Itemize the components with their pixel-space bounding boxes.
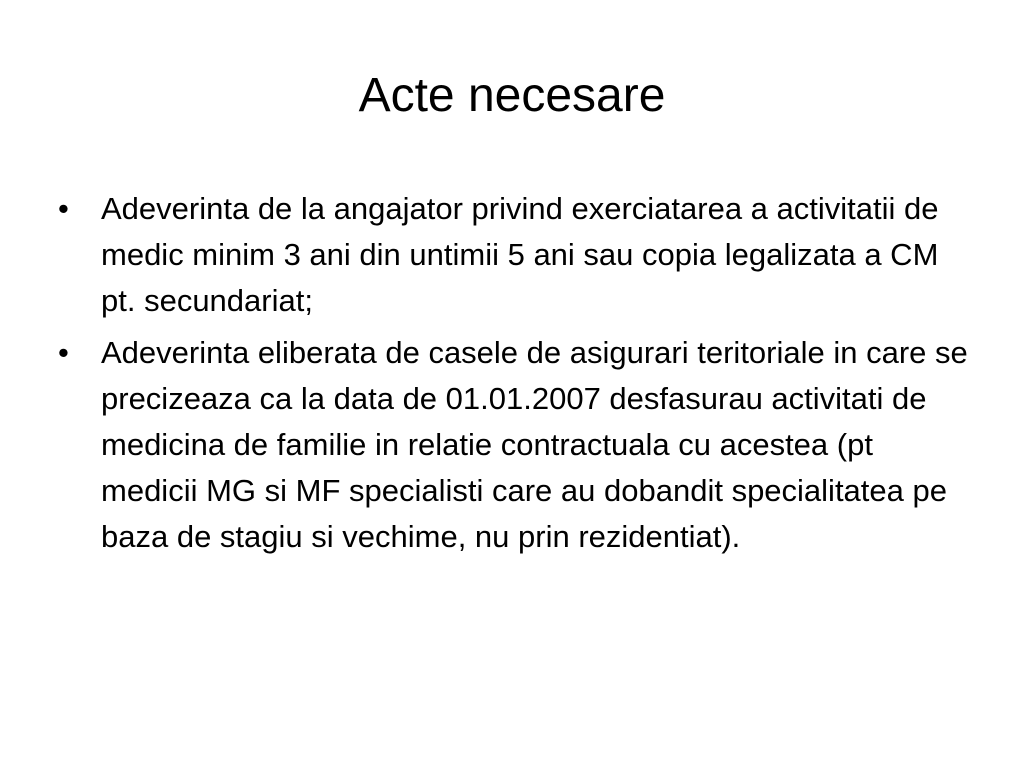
slide-title: Acte necesare — [358, 69, 666, 122]
bullet-item — [56, 330, 976, 560]
bullet-text: Adeverinta de la angajator privind exerciatarea a activitatii de medic minim 3 ani din untimii 5 ani sau copia legalizata a CM pt. secundariat; — [101, 191, 939, 318]
bullet-text: Adeverinta eliberata de casele de asigurari teritoriale in care se precizeaza ca la data de 01.01.2007 desfasurau activitati de medicina de familie in relatie contractuala cu acestea (pt medicii MG si MF specialisti care au dobandit specialitatea pe baza de stagiu si vechime, nu prin rezidentiat). — [101, 335, 968, 554]
bullet-item — [56, 186, 976, 324]
bullet-dot-icon: • — [58, 335, 69, 370]
bullet-list — [56, 186, 976, 566]
bullet-dot-icon: • — [58, 191, 69, 226]
